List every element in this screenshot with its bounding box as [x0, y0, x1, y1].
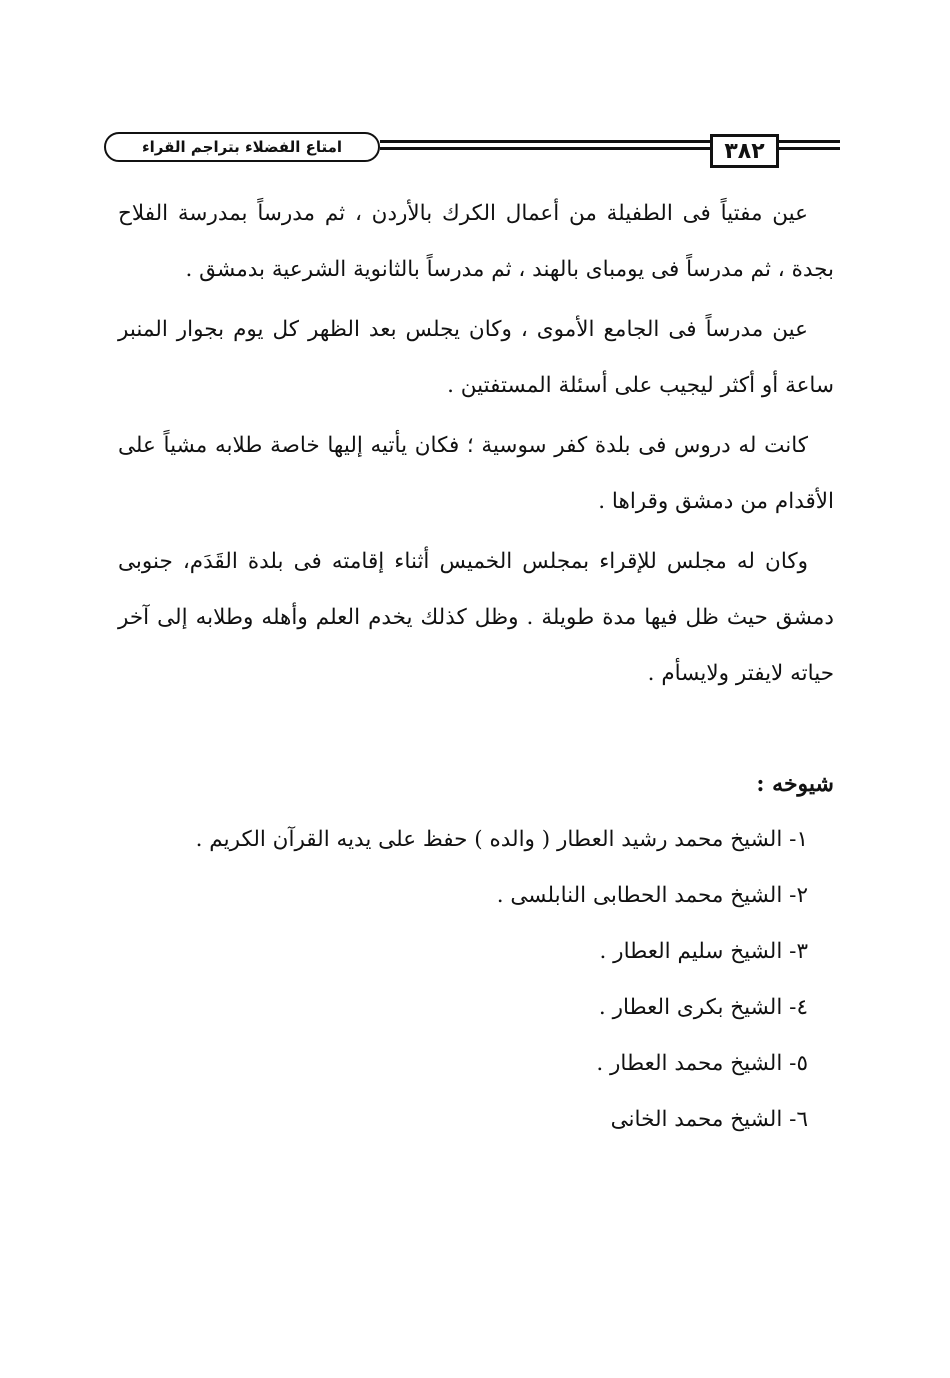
list-item-number: ٣-: [782, 939, 808, 964]
header-rule-right: [779, 140, 840, 150]
teachers-list: [118, 812, 834, 1148]
list-item-number: ٢-: [782, 883, 808, 908]
list-item-text: الشيخ محمد الخانى: [610, 1107, 783, 1132]
paragraph: عين مدرساً فى الجامع الأموى ، وكان يجلس بعد الظهر كل يوم بجوار المنبر ساعة أو أكثر ليجيب على أسئلة المستفتين .: [118, 317, 834, 398]
page-number: ٣٨٢: [710, 134, 779, 168]
list-item-text: الشيخ محمد رشيد العطار ( والده ) حفظ على يديه القرآن الكريم .: [195, 827, 783, 852]
list-item: [118, 1036, 834, 1092]
running-title: امتاع الفضلاء بتراجم القراء: [104, 132, 380, 162]
list-item: [118, 980, 834, 1036]
list-item: [118, 868, 834, 924]
section-heading: شيوخه :: [756, 771, 834, 797]
list-item-text: الشيخ بكرى العطار .: [598, 995, 783, 1020]
paragraph: وكان له مجلس للإقراء بمجلس الخميس أثناء إقامته فى بلدة القَدَم، جنوبى دمشق حيث ظل فيها مدة طويلة . وظل كذلك يخدم العلم وأهله وطلابه إلى آخر حياته لايفتر ولايسأم .: [118, 549, 834, 686]
list-item-number: ٤-: [782, 995, 808, 1020]
running-header: [104, 128, 840, 172]
list-item-number: ٥-: [782, 1051, 808, 1076]
list-item-text: الشيخ سليم العطار .: [599, 939, 783, 964]
list-item: [118, 924, 834, 980]
list-item: [118, 812, 834, 868]
list-item: [118, 1092, 834, 1148]
list-item-number: ١-: [782, 827, 808, 852]
paragraph: كانت له دروس فى بلدة كفر سوسية ؛ فكان يأتيه إليها خاصة طلابه مشياً على الأقدام من دمشق وقراها .: [118, 433, 834, 514]
list-item-number: ٦-: [782, 1107, 808, 1132]
paragraph: عين مفتياً فى الطفيلة من أعمال الكرك بالأردن ، ثم مدرساً بمدرسة الفلاح بجدة ، ثم مدرساً فى يومباى بالهند ، ثم مدرساً بالثانوية الشرعية بدمشق .: [118, 201, 834, 282]
page-body: [118, 186, 834, 1148]
list-item-text: الشيخ محمد العطار .: [596, 1051, 783, 1076]
header-rule-left: [380, 140, 710, 150]
list-item-text: الشيخ محمد الحطابى النابلسى .: [496, 883, 783, 908]
